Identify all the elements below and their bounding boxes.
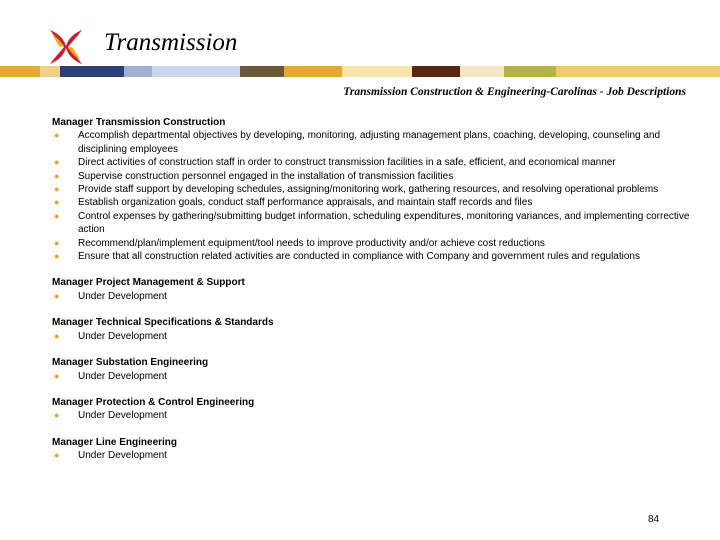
bullet-list [52,370,692,383]
list-item [52,170,692,183]
list-item-text: Ensure that all construction related activities are conducted in compliance with Company and government rules and regulations [78,251,640,263]
job-section [52,276,692,303]
list-item [52,330,692,343]
bullet-icon: ● [54,330,60,341]
job-section [52,116,692,263]
stripe-segment [342,66,412,77]
list-item [52,250,692,263]
job-section [52,356,692,383]
list-item-text: Control expenses by gathering/submitting budget information, scheduling expenditures, monitoring variances, and implementing corrective action [78,210,690,236]
stripe-segment [504,66,556,77]
job-section [52,396,692,423]
bullet-icon: ● [54,370,60,381]
stripe-segment [284,66,342,77]
bullet-icon: ● [54,184,60,195]
list-item-text: Accomplish departmental objectives by developing, monitoring, adjusting management plans, coaching, developing, counseling and disciplining employees [78,130,661,155]
list-item-text: Under Development [78,290,167,302]
bullet-icon: ● [54,410,60,421]
bullet-list [52,449,692,462]
bullet-icon: ● [54,450,60,461]
list-item-text: Provide staff support by developing schedules, assigning/monitoring work, gathering resources, and resolving operational problems [78,184,659,196]
stripe-segment [556,66,720,77]
job-section [52,316,692,343]
job-descriptions [52,116,692,476]
stripe-segment [40,66,60,77]
list-item-text: Direct activities of construction staff in order to construct transmission facilities in a safe, efficient, and economical manner [78,157,616,169]
list-item-text: Establish organization goals, conduct staff performance appraisals, and maintain staff records and files [78,197,533,209]
bullet-icon: ● [54,290,60,301]
list-item [52,370,692,383]
list-item-text: Under Development [78,410,167,422]
bullet-list [52,129,692,263]
list-item [52,237,692,250]
list-item-text: Under Development [78,450,167,462]
list-item [52,129,692,156]
list-item [52,449,692,462]
section-title: Manager Protection & Control Engineering [52,396,255,408]
bullet-icon: ● [54,197,60,208]
list-item [52,210,692,237]
list-item [52,196,692,209]
page-subtitle: Transmission Construction & Engineering-Carolinas - Job Descriptions [343,86,686,98]
section-title: Manager Substation Engineering [52,357,209,369]
stripe-segment [124,66,152,77]
stripe-segment [412,66,460,77]
job-section [52,436,692,463]
color-stripe [0,66,720,77]
section-title: Manager Transmission Construction [52,117,226,128]
bullet-icon: ● [54,130,60,141]
section-title: Manager Project Management & Support [52,277,245,289]
list-item-text: Recommend/plan/implement equipment/tool needs to improve productivity and/or achieve cost reductions [78,237,545,249]
bullet-icon: ● [54,251,60,262]
bullet-list [52,409,692,422]
list-item [52,156,692,169]
bullet-icon: ● [54,170,60,181]
bullet-icon: ● [54,237,60,248]
bullet-icon: ● [54,210,60,221]
stripe-segment [152,66,240,77]
list-item [52,290,692,303]
list-item-text: Supervise construction personnel engaged in the installation of transmission facilities [78,170,454,182]
page-number: 84 [648,514,660,525]
list-item [52,183,692,196]
stripe-segment [460,66,504,77]
company-logo-icon [46,28,86,66]
stripe-segment [0,66,40,77]
page-title: Transmission [104,29,238,56]
stripe-segment [240,66,284,77]
bullet-list [52,290,692,303]
list-item-text: Under Development [78,330,167,342]
bullet-list [52,330,692,343]
stripe-segment [60,66,124,77]
bullet-icon: ● [54,157,60,168]
section-title: Manager Line Engineering [52,436,178,448]
list-item [52,409,692,422]
section-title: Manager Technical Specifications & Standards [52,317,274,329]
list-item-text: Under Development [78,370,167,382]
